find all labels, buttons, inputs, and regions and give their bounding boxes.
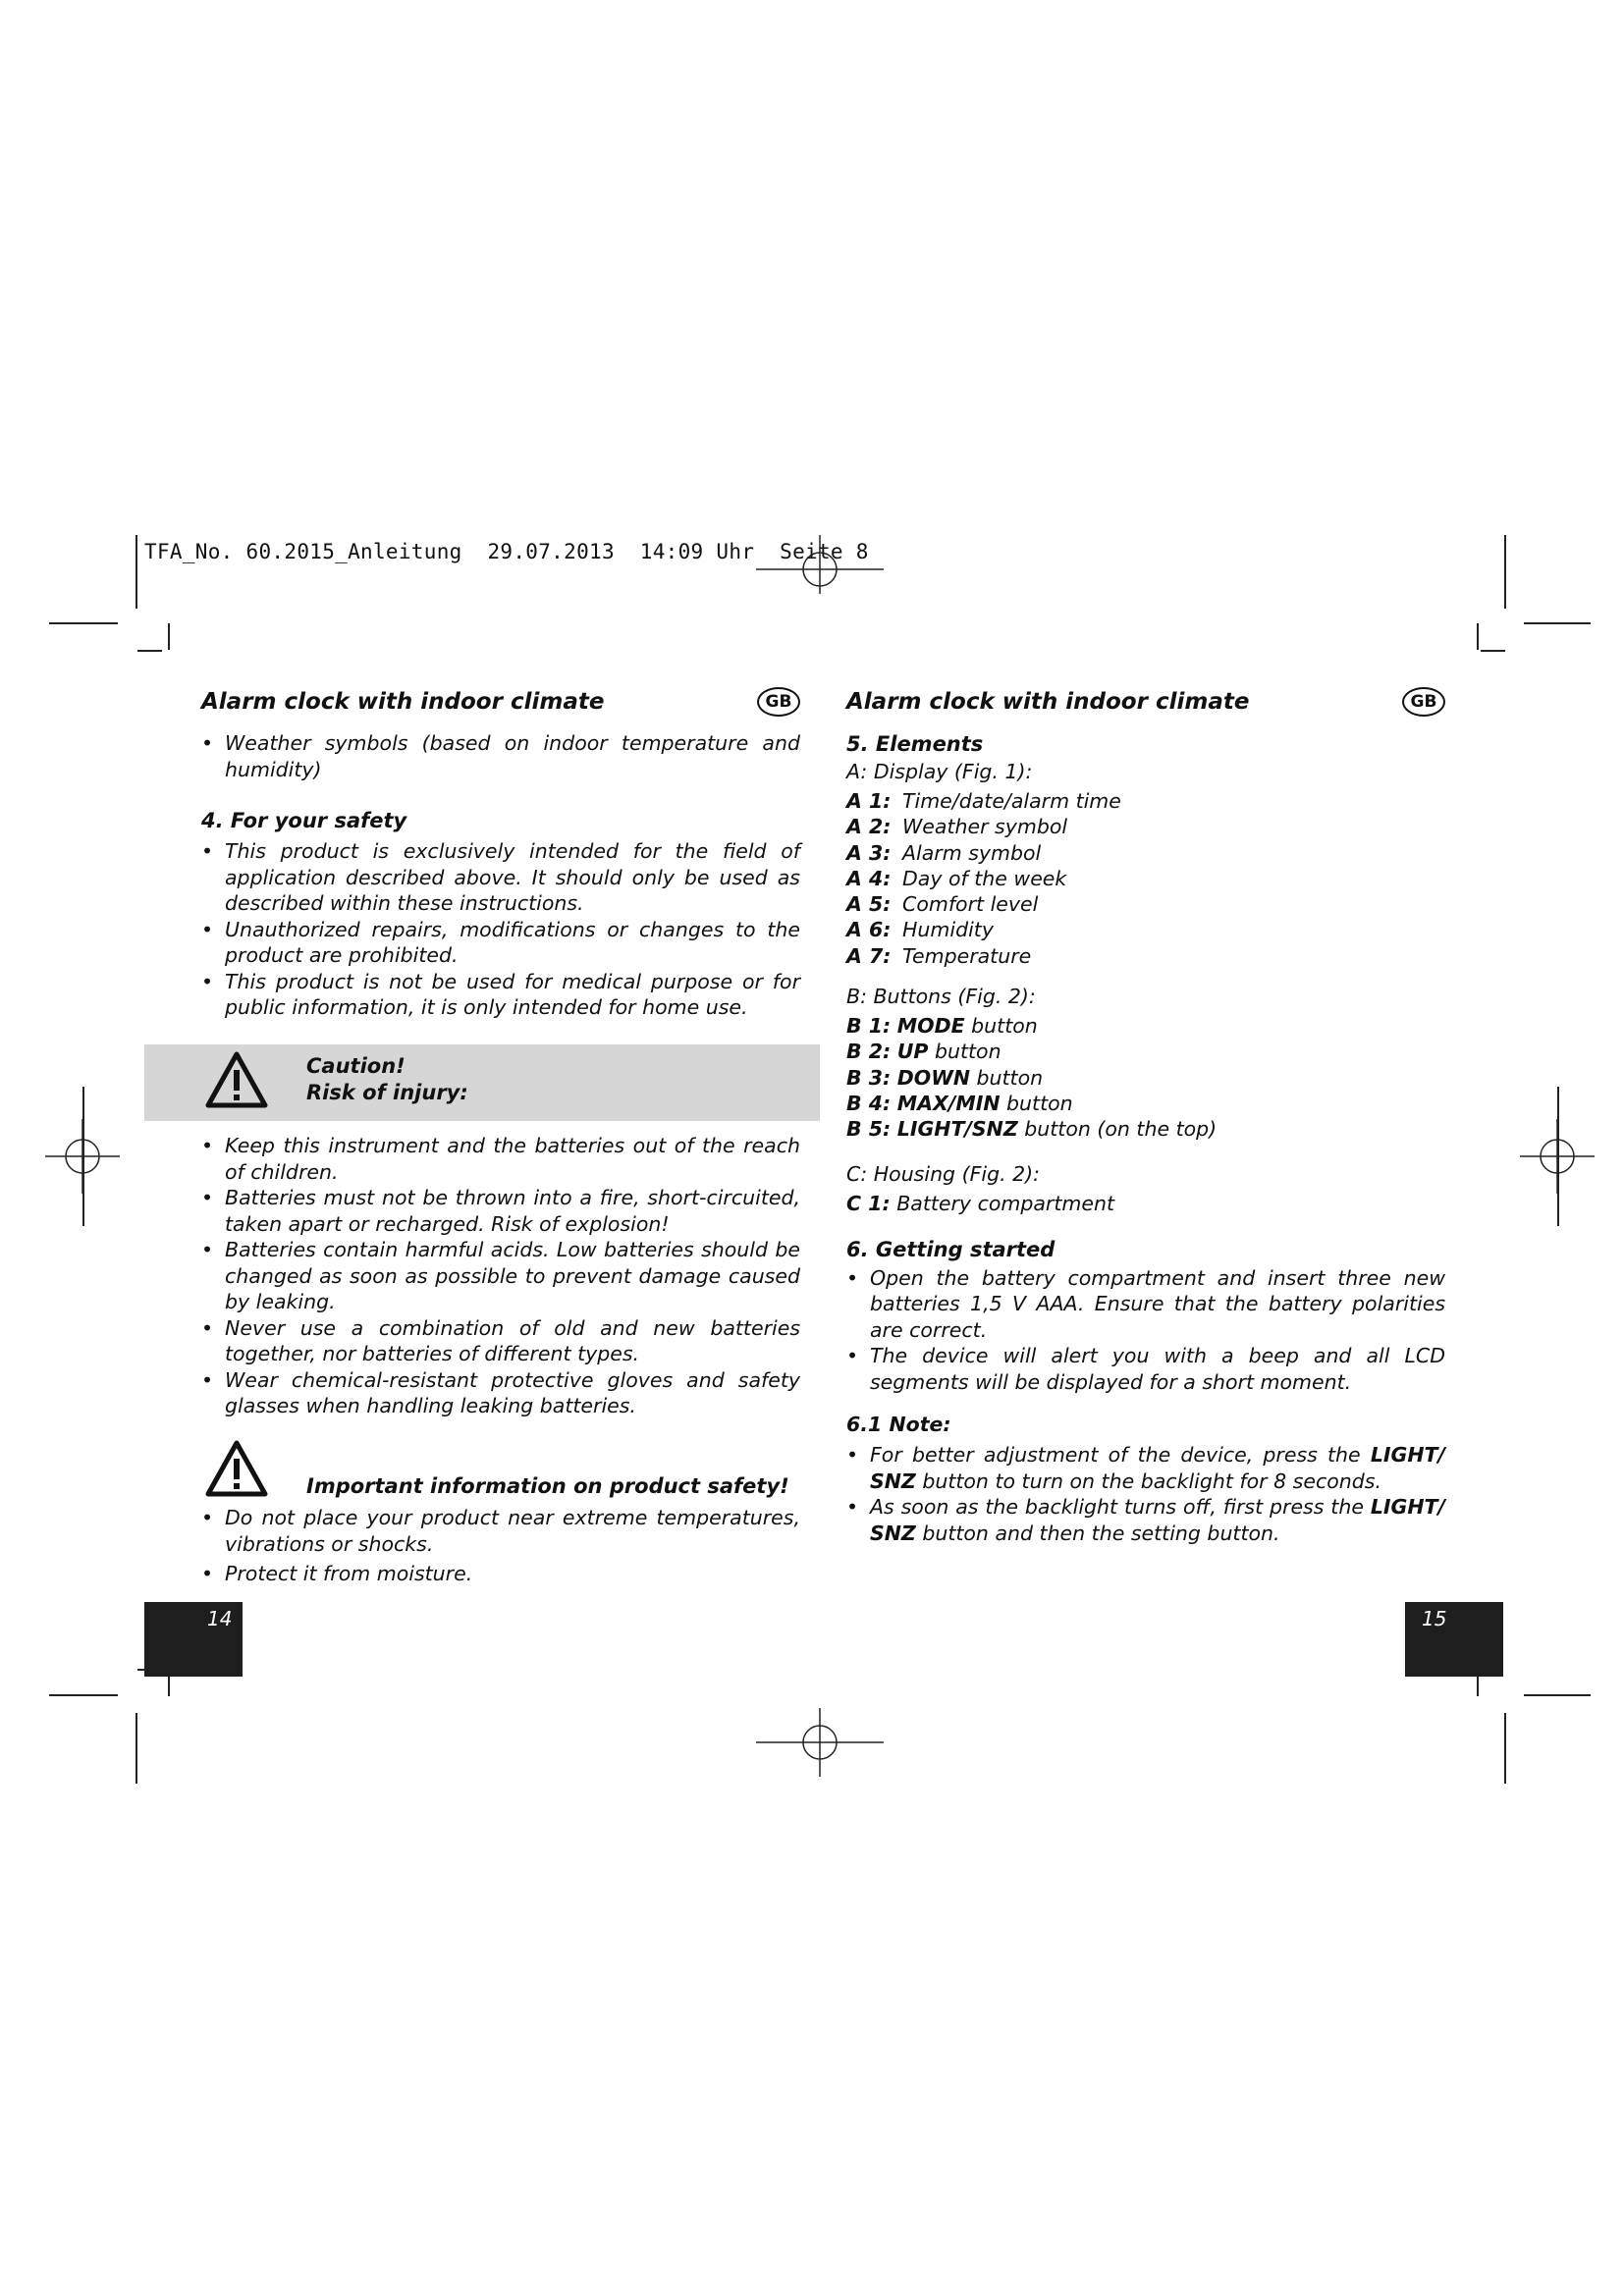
right-page-title	[846, 687, 1445, 717]
crop-mark-top-right-vertical	[1504, 535, 1506, 609]
list-item	[846, 1013, 1445, 1039]
caution-text	[306, 1053, 468, 1106]
list-item: • This product is exclusively intended for the field of application described above. It should only be used as described within these instructions.	[201, 838, 800, 917]
note-text-bold: LIGHT/ SNZ	[870, 1443, 1445, 1493]
list-item: • Never use a combination of old and new batteries together, nor batteries of different types.	[201, 1315, 800, 1367]
gb-language-badge: GB	[1402, 687, 1445, 717]
safety-heading: 4. For your safety	[201, 809, 407, 832]
list-item: • Batteries must not be thrown into a fire, short-circuited, taken apart or recharged. Risk of explosion!	[201, 1185, 800, 1237]
crop-mark-bottom-left-horizontal	[49, 1694, 118, 1696]
item-suffix: button (on the top)	[1024, 1117, 1218, 1142]
item-label: Humidity	[902, 918, 994, 942]
button-name: LIGHT/SNZ	[896, 1117, 1018, 1142]
crop-mark-top-right-tick-h	[1481, 650, 1505, 652]
list-item	[846, 1494, 1445, 1546]
caution-subtitle: Risk of injury:	[306, 1081, 468, 1104]
item-key: A 3:	[846, 840, 892, 865]
important-safety-section	[201, 1505, 800, 1587]
gb-language-badge: GB	[757, 687, 800, 717]
display-items-list	[846, 788, 1445, 969]
list-item	[846, 840, 1445, 866]
list-item: • Wear chemical-resistant protective gloves and safety glasses when handling leaking batteries.	[201, 1367, 800, 1419]
buttons-heading: B: Buttons (Fig. 2):	[846, 985, 1036, 1009]
note-text-pre: For better adjustment of the device, press the	[870, 1443, 1371, 1468]
left-page-lower	[201, 1133, 800, 1419]
item-key: C 1:	[846, 1191, 891, 1215]
page-number-right-text: 15	[1422, 1607, 1447, 1630]
crop-mark-bottom-right-tick	[1477, 1677, 1479, 1696]
important-bullet-list	[201, 1505, 800, 1587]
printer-slug-line: TFA_No. 60.2015_Anleitung 29.07.2013 14:09 Uhr Seite 8	[144, 540, 869, 563]
item-key: A 7:	[846, 943, 892, 968]
crop-mark-bottom-right-horizontal	[1524, 1694, 1591, 1696]
item-key: A 2:	[846, 815, 892, 839]
item-label: Temperature	[902, 943, 1032, 968]
warning-triangle-icon	[204, 1439, 269, 1498]
getting-started-bullet-list	[846, 1265, 1445, 1396]
list-item	[846, 917, 1445, 942]
list-item	[846, 1039, 1445, 1064]
list-item: • Weather symbols (based on indoor temperature and humidity)	[201, 730, 800, 782]
elements-heading: 5. Elements	[846, 732, 984, 756]
note-heading	[846, 1411, 1445, 1438]
note-heading-text: 6.1 Note:	[846, 1413, 951, 1437]
intro-bullet-list	[201, 730, 800, 782]
item-key: B 4:	[846, 1091, 892, 1115]
left-page-title	[201, 687, 800, 717]
crop-mark-top-right-tick	[1477, 623, 1479, 650]
crop-mark-bottom-right-vertical	[1504, 1713, 1506, 1784]
housing-heading: C: Housing (Fig. 2):	[846, 1161, 1041, 1186]
crop-mark-bottom-left-tick	[168, 1677, 170, 1696]
item-key: A 5:	[846, 892, 892, 917]
item-label: Day of the week	[902, 866, 1067, 890]
safety-bullet-list	[201, 838, 800, 1021]
note-text-post: button and then the setting button.	[915, 1521, 1280, 1545]
right-page-title-text: Alarm clock with indoor climate	[846, 689, 1250, 715]
list-item: • Open the battery compartment and insert three new batteries 1,5 V AAA. Ensure that the battery polarities are correct.	[846, 1265, 1445, 1344]
item-label: Weather symbol	[902, 815, 1068, 839]
note-text-bold: LIGHT/ SNZ	[870, 1495, 1445, 1545]
crop-mark-bottom-left-vertical	[135, 1713, 137, 1784]
item-key: B 2:	[846, 1040, 892, 1064]
list-item	[846, 1191, 1445, 1216]
list-item	[846, 891, 1445, 917]
button-items-list	[846, 1013, 1445, 1142]
item-key: A 6:	[846, 918, 892, 942]
list-item: • This product is not be used for medical purpose or for public information, it is only intended for home use.	[201, 969, 800, 1021]
item-label: Battery compartment	[896, 1191, 1115, 1215]
crop-mark-top-right-horizontal	[1524, 622, 1591, 624]
warning-triangle-icon	[204, 1050, 269, 1109]
button-name: MODE	[896, 1014, 965, 1039]
item-suffix: button	[976, 1065, 1044, 1090]
page-number-left-text: 14	[207, 1607, 233, 1630]
item-suffix: button	[1006, 1091, 1073, 1115]
list-item	[846, 1091, 1445, 1116]
important-safety-heading: Important information on product safety!	[306, 1474, 789, 1498]
getting-started-heading: 6. Getting started	[846, 1237, 1056, 1261]
list-item	[846, 1065, 1445, 1091]
button-name: UP	[896, 1040, 929, 1064]
item-key: B 5:	[846, 1117, 892, 1142]
list-item	[846, 814, 1445, 839]
list-item: • Unauthorized repairs, modifications or changes to the product are prohibited.	[201, 917, 800, 969]
list-item: • Keep this instrument and the batteries out of the reach of children.	[201, 1133, 800, 1185]
left-page	[201, 687, 800, 1021]
list-item: • Protect it from moisture.	[201, 1561, 800, 1587]
list-item	[846, 1116, 1445, 1142]
registration-mark-left	[45, 1119, 120, 1194]
list-item: • Do not place your product near extreme temperatures, vibrations or shocks.	[201, 1505, 800, 1557]
crop-mark-top-left-vertical	[135, 535, 137, 609]
housing-items-list	[846, 1191, 1445, 1216]
caution-title: Caution!	[306, 1054, 406, 1078]
crop-mark-top-left-horizontal	[49, 622, 118, 624]
item-label: Time/date/alarm time	[902, 789, 1121, 813]
item-key: A 1:	[846, 789, 892, 813]
list-item	[846, 788, 1445, 814]
page-number-left	[144, 1602, 243, 1677]
item-suffix: button	[934, 1040, 1001, 1064]
item-key: B 1:	[846, 1014, 892, 1039]
registration-mark-bottom	[751, 1708, 889, 1777]
list-item	[846, 866, 1445, 891]
item-label: Comfort level	[902, 892, 1039, 917]
crop-mark-top-left-tick-h	[137, 650, 162, 652]
item-label: Alarm symbol	[902, 840, 1042, 865]
list-item: • The device will alert you with a beep and all LCD segments will be displayed for a short moment.	[846, 1343, 1445, 1395]
list-item	[846, 1442, 1445, 1494]
button-name: MAX/MIN	[896, 1091, 1001, 1115]
right-page	[846, 687, 1445, 1546]
item-key: A 4:	[846, 866, 892, 890]
left-page-title-text: Alarm clock with indoor climate	[201, 689, 605, 715]
battery-bullet-list	[201, 1133, 800, 1419]
display-heading-text: A: Display (Fig. 1):	[846, 760, 1033, 783]
list-item: • Batteries contain harmful acids. Low batteries should be changed as soon as possible to prevent damage caused by leaking.	[201, 1237, 800, 1315]
registration-mark-right	[1520, 1119, 1595, 1194]
item-suffix: button	[971, 1014, 1038, 1039]
note-text-pre: As soon as the backlight turns off, first press the	[870, 1495, 1371, 1520]
crop-mark-top-left-tick	[168, 623, 170, 650]
note-bullet-list	[846, 1442, 1445, 1546]
list-item	[846, 943, 1445, 969]
button-name: DOWN	[896, 1065, 970, 1090]
display-heading	[846, 758, 1445, 785]
item-key: B 3:	[846, 1065, 892, 1090]
note-text-post: button to turn on the backlight for 8 seconds.	[915, 1468, 1381, 1493]
page-number-right	[1405, 1602, 1503, 1677]
